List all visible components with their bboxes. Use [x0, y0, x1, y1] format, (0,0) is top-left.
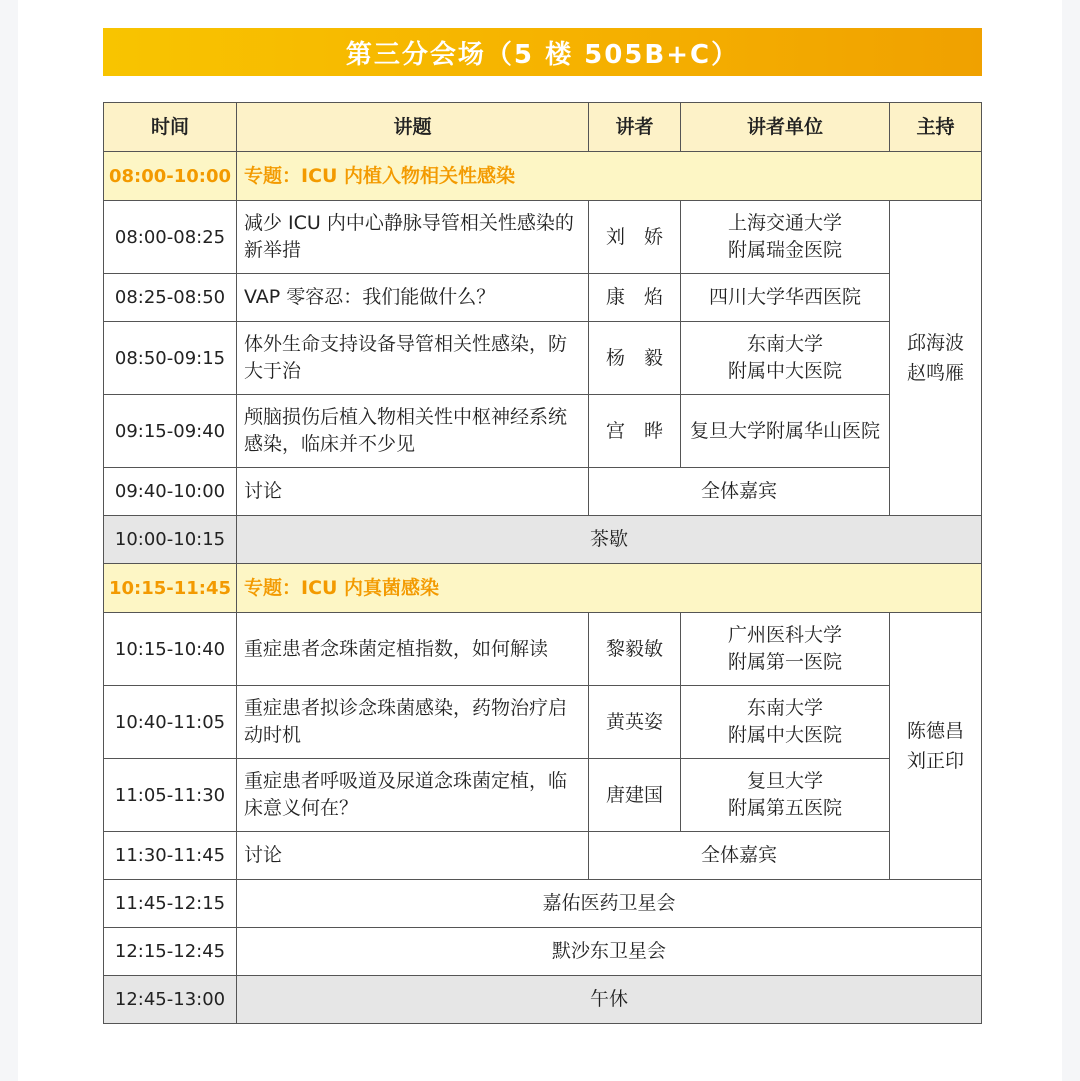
session-2-title: 专题：ICU 内真菌感染	[237, 564, 982, 613]
session-2-time: 10:15-11:45	[104, 564, 237, 613]
row-topic: 体外生命支持设备导管相关性感染，防大于治	[237, 322, 589, 395]
table-row	[104, 201, 982, 274]
satellite-label: 默沙东卫星会	[237, 928, 982, 976]
row-speaker: 宫 晔	[589, 395, 681, 468]
unit-line: 附属中大医院	[727, 360, 842, 382]
satellite-time: 11:45-12:15	[104, 880, 237, 928]
header-topic: 讲题	[237, 103, 589, 152]
lunch-label: 午休	[237, 976, 982, 1024]
host-name: 陈德昌	[906, 720, 964, 742]
row-topic: 讨论	[237, 468, 589, 516]
satellite-label: 嘉佑医药卫星会	[237, 880, 982, 928]
row-speaker: 唐建国	[589, 759, 681, 832]
session-1-title: 专题：ICU 内植入物相关性感染	[237, 152, 982, 201]
break-label: 茶歇	[237, 516, 982, 564]
row-time: 10:15-10:40	[104, 613, 237, 686]
row-topic: 重症患者念珠菌定植指数，如何解读	[237, 613, 589, 686]
lunch-time: 12:45-13:00	[104, 976, 237, 1024]
row-unit	[681, 686, 890, 759]
header-host: 主持	[890, 103, 982, 152]
unit-line: 上海交通大学	[727, 212, 842, 234]
row-topic: 颅脑损伤后植入物相关性中枢神经系统感染，临床并不少见	[237, 395, 589, 468]
unit-line: 广州医科大学	[727, 624, 842, 646]
lunch-row	[104, 976, 982, 1024]
table-row	[104, 395, 982, 468]
break-time: 10:00-10:15	[104, 516, 237, 564]
table-row	[104, 832, 982, 880]
row-time: 09:15-09:40	[104, 395, 237, 468]
row-all-guests: 全体嘉宾	[589, 468, 890, 516]
row-topic: 重症患者拟诊念珠菌感染，药物治疗启动时机	[237, 686, 589, 759]
row-time: 09:40-10:00	[104, 468, 237, 516]
break-row	[104, 516, 982, 564]
venue-banner: 第三分会场（5 楼 505B+C）	[103, 28, 982, 76]
row-time: 08:25-08:50	[104, 274, 237, 322]
row-topic: VAP 零容忍：我们能做什么？	[237, 274, 589, 322]
host-name: 邱海波	[906, 332, 964, 354]
satellite-time: 12:15-12:45	[104, 928, 237, 976]
unit-line: 东南大学	[746, 333, 823, 355]
header-unit: 讲者单位	[681, 103, 890, 152]
row-speaker: 康 焰	[589, 274, 681, 322]
row-speaker: 刘 娇	[589, 201, 681, 274]
row-topic: 讨论	[237, 832, 589, 880]
row-time: 11:05-11:30	[104, 759, 237, 832]
session-1-row	[104, 152, 982, 201]
table-row	[104, 468, 982, 516]
unit-line: 附属第五医院	[727, 797, 842, 819]
row-unit	[681, 322, 890, 395]
row-unit	[681, 759, 890, 832]
schedule-table	[103, 102, 982, 1024]
table-row	[104, 759, 982, 832]
row-topic: 重症患者呼吸道及尿道念珠菌定植，临床意义何在？	[237, 759, 589, 832]
unit-line: 附属瑞金医院	[727, 239, 842, 261]
satellite-row	[104, 880, 982, 928]
row-speaker: 黎毅敏	[589, 613, 681, 686]
table-row	[104, 322, 982, 395]
row-topic: 减少 ICU 内中心静脉导管相关性感染的新举措	[237, 201, 589, 274]
unit-line: 复旦大学	[746, 770, 823, 792]
unit-line: 东南大学	[746, 697, 823, 719]
table-row	[104, 274, 982, 322]
header-time: 时间	[104, 103, 237, 152]
row-speaker: 黄英姿	[589, 686, 681, 759]
table-row	[104, 613, 982, 686]
row-time: 11:30-11:45	[104, 832, 237, 880]
session-1-hosts	[890, 201, 982, 516]
header-speaker: 讲者	[589, 103, 681, 152]
row-time: 08:50-09:15	[104, 322, 237, 395]
row-unit	[681, 201, 890, 274]
session-1-time: 08:00-10:00	[104, 152, 237, 201]
session-2-row	[104, 564, 982, 613]
table-row	[104, 686, 982, 759]
row-all-guests: 全体嘉宾	[589, 832, 890, 880]
unit-line: 附属第一医院	[727, 651, 842, 673]
host-name: 赵鸣雁	[906, 362, 964, 384]
row-time: 08:00-08:25	[104, 201, 237, 274]
session-2-hosts	[890, 613, 982, 880]
row-unit	[681, 613, 890, 686]
row-speaker: 杨 毅	[589, 322, 681, 395]
row-unit: 四川大学华西医院	[681, 274, 890, 322]
row-time: 10:40-11:05	[104, 686, 237, 759]
unit-line: 附属中大医院	[727, 724, 842, 746]
row-unit: 复旦大学附属华山医院	[681, 395, 890, 468]
header-row	[104, 103, 982, 152]
satellite-row	[104, 928, 982, 976]
host-name: 刘正印	[906, 750, 964, 772]
